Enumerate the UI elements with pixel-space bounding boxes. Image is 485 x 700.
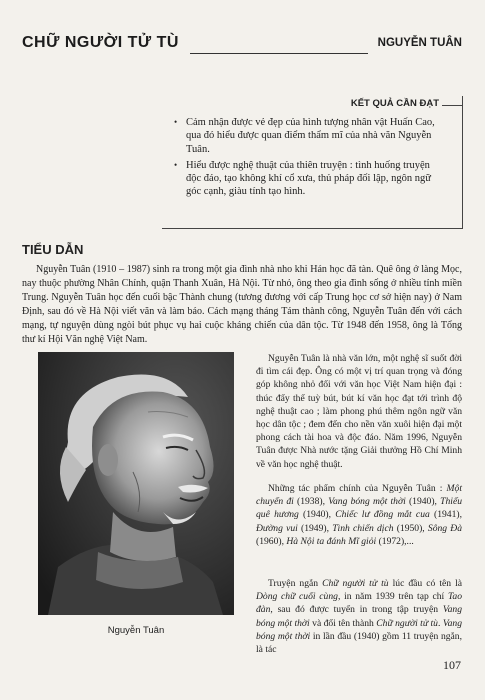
bullet-icon: • <box>174 117 178 127</box>
page-number: 107 <box>443 658 461 672</box>
text-run: và đổi tên thành <box>309 617 377 629</box>
author-portrait <box>38 352 234 615</box>
work-year: (1940), <box>405 496 441 508</box>
outcome-list <box>174 116 444 202</box>
text-run: . <box>437 617 443 629</box>
outcome-text: Cảm nhận được vẻ đẹp của hình tượng nhân vật Huấn Cao, qua đó hiểu được quan điểm thẩm mĩ của nhà văn Nguyễn Tuân. <box>186 117 435 155</box>
text-run: lúc đầu có tên là <box>388 578 462 589</box>
work-title: Đường vui <box>256 522 298 534</box>
outcome-item <box>174 159 444 199</box>
italic-title: Tao đàn <box>256 591 463 616</box>
chapter-author: NGUYỄN TUÂN <box>377 37 462 49</box>
work-year: (1938), <box>293 496 329 508</box>
story-paragraph <box>256 577 462 656</box>
outcome-title: KẾT QUẢ CẦN ĐẠT <box>348 98 442 109</box>
section-heading: TIỂU DẪN <box>22 242 84 257</box>
work-year: (1941), <box>429 509 462 521</box>
work-title: Vang bóng một thời <box>328 496 406 508</box>
text-run: in lần đầu (1940) gồm 11 truyện ngắn, là tác <box>256 630 462 656</box>
work-year: (1940), <box>298 509 336 521</box>
header-rule <box>190 53 368 54</box>
text-run: , in năm 1939 trên tạp chí <box>337 591 448 603</box>
italic-title: Vang bóng một thời <box>256 617 462 642</box>
italic-title: Chữ người tử tù <box>322 578 389 589</box>
work-title: Một chuyến đi <box>256 483 462 508</box>
work-title: Tình chiến dịch <box>332 522 394 534</box>
work-title: Sông Đà <box>427 522 463 534</box>
outcome-text: Hiểu được nghệ thuật của thiên truyện : tình huống truyện độc đáo, tạo không khí cổ xưa, thủ pháp đối lập, ngôn ngữ góc cạnh, giàu tính tạo hình. <box>186 159 431 198</box>
chapter-header <box>22 34 462 56</box>
works-intro: Những tác phẩm chính của Nguyễn Tuân : <box>268 483 447 494</box>
portrait-caption: Nguyễn Tuân <box>107 625 165 636</box>
body-paragraph: Nguyễn Tuân là nhà văn lớn, một nghệ sĩ suốt đời đi tìm cái đẹp. Ông có một vị trí quan trọng và đóng góp không nhỏ đối với văn học Việt Nam hiện đại : thúc đẩy thể tuỳ bút, bút kí văn học đạt tới trình độ nghệ thuật cao ; làm phong phú thêm ngôn ngữ văn học dân tộc ; đem đến cho nền văn xuôi hiện đại một phong cách tài hoa và độc đáo. Năm 1996, Nguyễn Tuân được Nhà nước tặng Giải thưởng Hồ Chí Minh về văn học nghệ thuật. <box>256 353 462 470</box>
text-run: Truyện ngắn <box>268 578 323 589</box>
work-title: Hà Nội ta đánh Mĩ giỏi <box>286 535 377 547</box>
text-run: , sau đó được tuyển in trong tập truyện <box>270 604 443 616</box>
portrait-image <box>38 352 234 615</box>
works-paragraph <box>256 482 462 548</box>
work-year: (1950), <box>393 522 428 534</box>
italic-title: Chữ người tử tù <box>376 617 438 629</box>
learning-outcomes-box <box>162 96 463 229</box>
work-title: Chiếc lư đồng mắt cua <box>335 509 430 521</box>
italic-title: Vang bóng một thời <box>256 604 462 629</box>
chapter-title: CHỮ NGƯỜI TỬ TÙ <box>22 34 179 51</box>
work-year: (1972),... <box>376 535 414 547</box>
outcome-item <box>174 116 444 156</box>
bullet-icon: • <box>174 159 178 170</box>
work-title: Thiếu quê hương <box>256 496 462 521</box>
italic-title: Dòng chữ cuối cùng <box>256 591 338 603</box>
work-year: (1949), <box>297 522 333 534</box>
intro-paragraph: Nguyễn Tuân (1910 – 1987) sinh ra trong một gia đình nhà nho khi Hán học đã tàn. Quê ông ở làng Mọc, nay thuộc phường Nhân Chính, quận Thanh Xuân, Hà Nội. Từ nhỏ, ông theo gia đình sống ở nhiều tỉnh miền Trung. Nguyễn Tuân học đến cuối bậc Thành chung (tương đương với cấp Trung học cơ sở hiện nay) ở Nam Định, sau đó về Hà Nội viết văn và làm báo. Cách mạng tháng Tám thành công, Nguyễn Tuân đến với cách mạng, tự nguyện dùng ngòi bút phục vụ hai cuộc kháng chiến của dân tộc. Từ 1948 đến 1958, ông là Tổng thư kí Hội Văn nghệ Việt Nam. <box>22 264 462 345</box>
work-year: (1960), <box>256 535 287 547</box>
